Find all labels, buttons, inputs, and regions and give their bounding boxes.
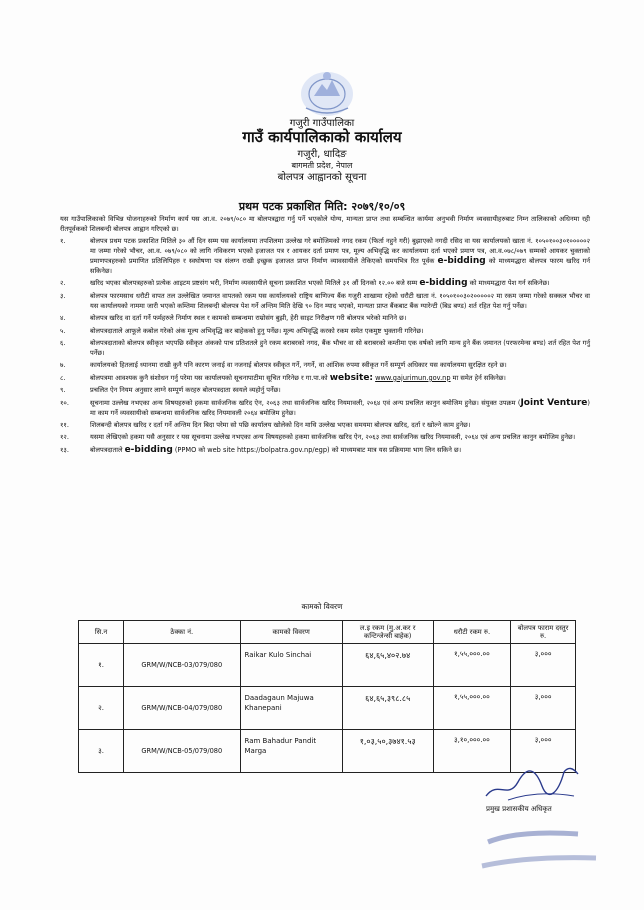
table-row — [79, 687, 576, 730]
clause-text: सूचनामा उल्लेख नभएका अन्य विषयहरुको हकमा सार्वजनिक खरिद ऐन, २०६३ तथा सार्वजनिक खरिद नियमावली, २०६४ एवं अन्य प्रचलित कानुन बमोजिम हुनेछ। संयुक्त उपक्रम ( — [90, 398, 521, 407]
row-estimated-cost: ६४,६५,३९८.८५ — [342, 687, 433, 730]
clause-text: प्रचलित ऐन नियम अनुसार लाग्ने सम्पूर्ण करहरु बोलपत्रदाता स्वयले व्यहोर्नु पर्नेछ। — [90, 386, 281, 395]
publication-label: प्रथम पटक प्रकाशित मिति: — [238, 200, 348, 213]
list-item — [60, 291, 590, 311]
clause-text: यसमा लेखिएको हकमा यसै अनुसार र यस सूचनामा उल्लेख नभएका अन्य विषयहरुको हकमा सार्वजनिक खरिद ऐन, २०६३ तथा सार्वजनिक खरिद नियमावली, २०६४ एवं अन्य प्रचलित कानुन बमोजिम हुनेछ। — [90, 433, 576, 442]
clause-emphasis: website: — [329, 372, 374, 383]
clause-list — [60, 236, 590, 457]
officer-stamp — [468, 822, 608, 882]
row-estimated-cost: १,०३,५०,३७४१.५३ — [342, 730, 433, 773]
list-item — [60, 326, 590, 336]
list-item — [60, 313, 590, 323]
row-sn: ३. — [79, 730, 124, 773]
clause-text: बोलपत्र प्रथम पटक प्रकाशित मितिले ३० औं दिन सम्म यस कार्यालयमा तपशिलमा उल्लेख गरे बमोजिमको नगद रकम (फिर्ता नहुने गरी) बुझाएको नगदी रसिद वा यस कार्यालयको खाता नं. १०५०१००३०१०००००२ मा जम्मा गरेको भौचर, आ.व. ०७९/०८० को लागि नविकरण भएको इजाजत पत्र र आयकर दर्ता प्रमाण पत्र, मूल्य अभिवृद्धि कर कार्यालयमा दर्ता भएको प्रमाण पत्र, आ.व.०७८/०७९ सम्मको आयकर चुक्ताको प्रमाणपत्रहरुको प्रमाणित प्रतिलिपिहरु र स्वघोषणा पत्र संलग्न राखी इच्छुक इजाजत प्राप्त निर्माण व्यावसायीले तेकिएको समयभित्र रित पूर्वक — [90, 237, 590, 265]
works-table-header-row — [79, 621, 576, 644]
header-estimated-cost: ल.इ रकम (मु.अ.कर र कन्टिन्जेन्सी बाहेक) — [342, 621, 433, 644]
clause-number: १३. — [60, 445, 69, 454]
website-link[interactable]: www.gajurimun.gov.np — [375, 373, 451, 382]
clause-number: ६. — [60, 338, 66, 347]
clause-text: बोलपत्रमा आवश्यक कुनै संशोधन गर्नु परेमा यस कार्यालयको सूचनापाटीमा सूचित गरिनेछ र गा.पा.को — [90, 373, 330, 382]
row-deposit: ३,१०,०००.०० — [433, 730, 511, 773]
clause-text: बोलपत्र खरिद वा दर्ता गर्ने फर्महरुले निर्माण स्थल र कामको सम्बन्धमा राम्रोसंग बुझी, हेरी साइट निरीक्षण गरी बोलपत्र भरेको मानिने छ। — [90, 314, 407, 323]
office-title: गाउँ कार्यपालिकाको कार्यालय — [242, 128, 402, 146]
header-sn: सि.न — [79, 621, 124, 644]
clause-emphasis: e-bidding — [437, 256, 486, 266]
row-form-fee: ३,००० — [511, 730, 576, 773]
works-table-title: कामको विवरण — [301, 602, 343, 611]
clause-text: बोलपत्रदाताले आफूले कबोल गरेको अंक मूल्य अभिवृद्धि कर बाहेकको हुनु पर्नेछ। मूल्य अभिवृद्धि करको रकम समेत एकमुष्ट भुक्तानी गरिनेछ। — [90, 326, 424, 335]
list-item — [60, 420, 590, 430]
office-place: गजुरी, धादिङ — [297, 149, 347, 160]
clause-text-after: को माध्यमद्धारा बोलपत्र फारम खरिद गर्न सकिनेछ। — [90, 257, 590, 275]
signature-mark — [478, 760, 588, 804]
clause-text-after: (PPMO को web site https://bolpatra.gov.np/egp) को माध्यमबाट मात्र यस प्रक्रियामा भाग लिन सकिने छ। — [172, 445, 462, 454]
row-contract-no: GRM/W/NCB-05/079/080 — [124, 730, 240, 773]
clause-emphasis: Joint Venture — [520, 397, 588, 408]
works-table — [78, 620, 576, 773]
clause-number: ७. — [60, 361, 66, 370]
row-estimated-cost: ६४,६५,४०२.७४ — [342, 644, 433, 687]
clause-emphasis: e-bidding — [419, 278, 468, 289]
clause-number: ११. — [60, 420, 69, 429]
list-item — [60, 338, 590, 358]
list-item — [60, 278, 590, 288]
table-row — [79, 644, 576, 687]
header-work-description: कामको विवरण — [240, 621, 342, 644]
clause-text-after: ) मा काम गर्ने व्यवसायीको सम्बन्धमा सार्वजनिक खरिद नियमावली २०६४ बमोजिम हुनेछ। — [90, 398, 590, 417]
list-item — [60, 432, 590, 442]
officer-title: प्रमुख प्रशासकीय अधिकृत — [486, 805, 552, 813]
notice-heading: बोलपत्र आह्वानको सूचना — [277, 172, 367, 183]
row-deposit: १,५५,०००.०० — [433, 687, 511, 730]
list-item — [60, 373, 590, 383]
row-work-name: Raikar Kulo Sinchai — [240, 644, 342, 687]
header-contract-no: ठेक्का नं. — [124, 621, 240, 644]
header-form-fee: बोलपत्र फाराम दस्तुर रु. — [511, 621, 576, 644]
row-form-fee: ३,००० — [511, 687, 576, 730]
publication-date-line — [0, 199, 644, 214]
row-deposit: १,५५,०००.०० — [433, 644, 511, 687]
clause-number: ४. — [60, 314, 66, 323]
clause-text-after: को माध्यमद्धारा पेश गर्न सकिनेछ। — [467, 279, 550, 288]
clause-number: १. — [60, 237, 66, 245]
row-sn: १. — [79, 644, 124, 687]
row-work-name: Daadagaun Majuwa Khanepani — [240, 687, 342, 730]
clause-number: ५. — [60, 326, 66, 335]
municipality-emblem-icon — [296, 66, 358, 118]
clause-number: १२. — [60, 433, 69, 442]
clause-text-after: मा समेत हेर्न सकिनेछ। — [450, 373, 506, 382]
clause-number: ८. — [60, 373, 66, 382]
clause-emphasis: e-bidding — [124, 444, 173, 455]
header-deposit: धरौटी रकम रु. — [433, 621, 511, 644]
row-work-name: Ram Bahadur Pandit Marga — [240, 730, 342, 773]
clause-number: ३. — [60, 291, 66, 300]
clause-text: खरिद भएका बोलपत्रहरुको प्रत्येक आइटम प्रष्टसंग भरी, निर्माण व्यवसायीले सूचना प्रकाशित भएको मितिले ३१ औं दिनको १२.०० बजे सम्म — [90, 279, 420, 288]
publication-date: २०७९/१०/०९ — [351, 200, 406, 213]
intro-paragraph: यस गाउँपालिकाको विभिन्न योजनाहरुको निर्माण कार्य यस आ.व. २०७९/०८० मा बोलपत्रद्वारा गर्नु पर्ने भएकोले योग्य, मान्यता प्राप्त तथा सम्बन्धित कार्यमा अनुभवी निर्माण व्यवसायीहरुबाट निम्न तालिकाको अधिनमा रही रीतपूर्वकको शिलबन्दी बोलपत्र आह्वान गरिएको छ। — [60, 215, 590, 233]
municipality-name: गजुरी गाउँपालिका — [289, 118, 355, 129]
list-item — [60, 385, 590, 395]
row-sn: २. — [79, 687, 124, 730]
list-item — [60, 360, 590, 370]
list-item — [60, 398, 590, 418]
clause-number: १०. — [60, 398, 69, 407]
row-contract-no: GRM/W/NCB-04/079/080 — [124, 687, 240, 730]
clause-text: कार्यालयको हितलाई ध्यानमा राखी कुनै पनि कारण जनाई वा नजनाई बोलपत्र स्वीकृत गर्ने, नगर्ने, वा आंशिक रुपमा स्वीकृत गर्ने सम्पूर्ण अधिकार यस कार्यालयमा सुरक्षित रहने छ। — [90, 361, 507, 370]
list-item — [60, 236, 590, 276]
list-item — [60, 445, 590, 455]
clause-text: शिलबन्दी बोलपत्र खरिद र दर्ता गर्ने अन्तिम दिन बिदा परेमा सो पछि कार्यालय खोलेको दिन माथि उल्लेख भएका समयमा बोलपत्र खरिद, दर्ता र खोल्ने काम हुनेछ। — [90, 420, 471, 429]
row-contract-no: GRM/W/NCB-03/079/080 — [124, 644, 240, 687]
clause-text: बोलपत्र फारमसाथ धरौटी वापत तल उल्लेखित जमानत वापतको रकम यस कार्यालयको राष्ट्रिय बाणिज्य बैंक गजुरी शाखामा रहेको धरौटी खाता नं. १०५०१००३०२०००००२ मा रकम जम्मा गरेको सक्कल भौचर वा यस कार्यालयको नाममा जारी भएको कम्तिमा शिलबन्दी बोलपत्र पेश गर्ने अन्तिम मिति देखि ९० दिन म्याद भएको, मान्यता प्राप्त बैंकबाट बैंक ग्यारेन्टी (बिड बण्ड) शर्त रहित पेश गर्नु पर्नेछ। — [90, 291, 590, 310]
clause-text: बोलपत्रदाताले — [90, 445, 125, 454]
clause-number: २. — [60, 279, 66, 288]
row-form-fee: ३,००० — [511, 644, 576, 687]
clause-number: ९. — [60, 386, 66, 395]
clause-text: बोलपत्रदाताको बोलपत्र स्वीकृत भएपछि स्वीकृत अंकको पाच प्रतिशतले हुने रकम बराबरको नगद, बैंक भौचर वा सो बराबरको कम्तीमा एक वर्षको लागि मान्य हुने बैंक जमानत (परफरमेन्स बण्ड) शर्त रहित पेश गर्नु पर्नेछ। — [90, 338, 590, 357]
province-line: बागमती प्रदेश, नेपाल — [291, 161, 353, 170]
